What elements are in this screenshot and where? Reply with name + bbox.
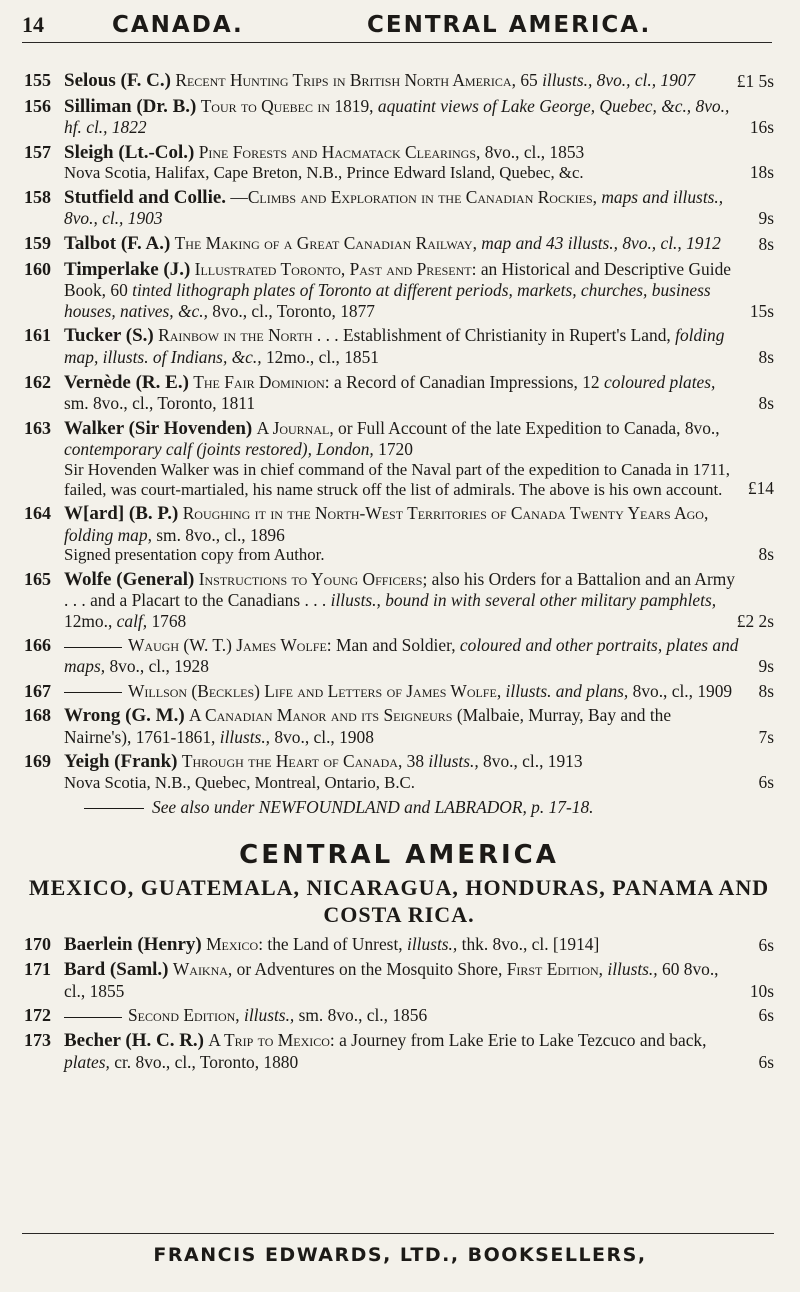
entry-title: Waugh (W. T.) James Wolfe: bbox=[128, 635, 332, 656]
entry-price: 9s bbox=[758, 656, 774, 677]
entry-number: 159 bbox=[24, 233, 51, 254]
catalogue-entry bbox=[24, 372, 774, 414]
entry-number: 169 bbox=[24, 751, 51, 772]
footer-rule bbox=[22, 1233, 774, 1234]
entry-description: maps and illusts., 8vo., cl., 1903 bbox=[64, 186, 724, 229]
entry-details: a Journey from Lake Erie to Lake Tezcuco and back, bbox=[339, 1029, 707, 1050]
entry-number: 166 bbox=[24, 635, 51, 656]
entry-imprint: 12mo., cl., 1851 bbox=[265, 347, 379, 368]
section-heading bbox=[24, 840, 774, 928]
entry-number: 173 bbox=[24, 1029, 51, 1050]
entry-price: 6s bbox=[758, 934, 774, 955]
catalogue-entry bbox=[24, 233, 774, 255]
entry-title: Illustrated Toronto, Past and Present: bbox=[194, 258, 477, 279]
entry-price: 16s bbox=[749, 117, 774, 138]
entry-note: Sir Hovenden Walker was in chief command of the Naval part of the expedition to Canada in 1711, failed, was court-martialed, his name struck off the list of admirals. The above is his own account. bbox=[64, 460, 730, 499]
entry-title: Mexico: bbox=[206, 933, 264, 954]
entry-price: 8s bbox=[758, 680, 774, 701]
entry-number: 163 bbox=[24, 417, 51, 438]
entry-number: 162 bbox=[24, 371, 51, 392]
entry-description: contemporary calf (joints restored), London, bbox=[64, 439, 374, 460]
entry-description: coloured plates, bbox=[603, 371, 716, 392]
catalogue-entry bbox=[24, 70, 774, 92]
entry-author: Tucker (S.) bbox=[64, 325, 154, 347]
catalogue-entry bbox=[24, 325, 774, 367]
entry-title: A Canadian Manor and its Seigneurs bbox=[189, 705, 453, 726]
entry-number: 161 bbox=[24, 325, 51, 346]
entry-number: 158 bbox=[24, 186, 51, 207]
entry-details: 8vo., cl., 1853 bbox=[484, 141, 585, 162]
entry-number: 157 bbox=[24, 141, 51, 162]
entry-imprint: thk. 8vo., cl. [1914] bbox=[461, 933, 600, 954]
entry-number: 164 bbox=[24, 503, 51, 523]
entry-imprint: sm. 8vo., cl., Toronto, 1811 bbox=[64, 393, 256, 414]
entry-title: Waikna, bbox=[172, 959, 233, 980]
entry-details: or Adventures on the Mosquito Shore, bbox=[236, 959, 503, 980]
catalogue-entries bbox=[24, 70, 774, 1076]
entry-author: Wolfe (General) bbox=[64, 568, 195, 590]
entry-details: also his Orders for a Battalion and an Army . . . and a Placart to the Canadians . . . bbox=[64, 568, 735, 611]
entry-imprint: 8vo., cl., 1908 bbox=[274, 726, 374, 747]
entry-imprint: cr. 8vo., cl., Toronto, 1880 bbox=[114, 1051, 299, 1072]
catalogue-entry bbox=[24, 187, 774, 229]
entry-title: Through the Heart of Canada, bbox=[181, 751, 403, 772]
entry-price: 6s bbox=[758, 1005, 774, 1026]
entry-imprint: 8vo., cl., 1909 bbox=[632, 680, 733, 701]
entry-price: 15s bbox=[749, 300, 774, 321]
entry-details: Man and Soldier, bbox=[335, 635, 456, 656]
catalogue-entry bbox=[24, 1030, 774, 1072]
entry-details: or Full Account of the late Expedition to Canada, 8vo., bbox=[338, 417, 720, 438]
entry-number: 168 bbox=[24, 705, 51, 726]
catalogue-entry bbox=[24, 751, 774, 792]
entry-title: Pine Forests and Hacmatack Clearings, bbox=[198, 141, 481, 162]
entry-number: 156 bbox=[24, 95, 51, 116]
entry-title: Recent Hunting Trips in British North America, bbox=[175, 70, 516, 90]
entry-binding: calf, bbox=[116, 610, 148, 631]
entry-description: illusts., bbox=[407, 933, 458, 954]
entry-title: Second Edition, bbox=[128, 1005, 240, 1026]
entry-description: illusts., bbox=[607, 959, 658, 980]
entry-description: illusts., 8vo., cl., 1907 bbox=[542, 70, 696, 90]
entry-price: 8s bbox=[758, 347, 774, 368]
entry-price: 8s bbox=[758, 234, 774, 255]
catalogue-entry bbox=[24, 142, 774, 183]
entry-edition: First Edition, bbox=[506, 959, 604, 980]
catalogue-entry bbox=[24, 569, 774, 632]
running-title-right: CENTRAL AMERICA. bbox=[367, 12, 652, 38]
entry-author: Walker (Sir Hovenden) bbox=[64, 417, 253, 439]
entry-title: Willson (Beckles) Life and Letters of James Wolfe, bbox=[128, 680, 502, 701]
section-subtitle: MEXICO, GUATEMALA, NICARAGUA, HONDURAS, PANAMA AND COSTA RICA. bbox=[28, 874, 770, 927]
entry-number: 171 bbox=[24, 959, 51, 980]
entry-author: W[ard] (B. P.) bbox=[64, 503, 179, 524]
page-number: 14 bbox=[22, 12, 44, 37]
entry-description: coloured and other portraits, plates and maps, bbox=[64, 635, 739, 677]
entry-description: illusts., bound in with several other military pamphlets, bbox=[330, 590, 717, 611]
entry-title: A Journal, bbox=[256, 417, 334, 438]
entry-description: illusts., bbox=[219, 726, 271, 747]
entry-note: Nova Scotia, Halifax, Cape Breton, N.B., Prince Edward Island, Quebec, &c. bbox=[64, 163, 584, 183]
entry-imprint: 1720 bbox=[378, 439, 413, 460]
entry-title: Roughing it in the North-West Territories of Canada Twenty Years Ago, bbox=[182, 503, 709, 523]
entry-title: The Fair Dominion: bbox=[193, 371, 330, 392]
catalogue-entry bbox=[24, 959, 774, 1001]
entry-imprint: 12mo., bbox=[64, 610, 113, 631]
page-footer: FRANCIS EDWARDS, LTD., BOOKSELLERS, bbox=[153, 1244, 647, 1266]
entry-author: Wrong (G. M.) bbox=[64, 705, 185, 727]
catalogue-entry bbox=[24, 705, 774, 747]
catalogue-entry bbox=[24, 503, 774, 565]
entry-description: plates, bbox=[64, 1051, 110, 1072]
entry-note: Signed presentation copy from Author. bbox=[64, 545, 325, 565]
entry-description: illusts., bbox=[244, 1005, 295, 1026]
entry-description: folding map, bbox=[64, 524, 152, 545]
catalogue-entry bbox=[24, 934, 774, 956]
catalogue-entry bbox=[24, 635, 774, 676]
entry-description: folding map, illusts. of Indians, &c., bbox=[64, 325, 725, 368]
entry-price: 6s bbox=[758, 771, 774, 792]
entry-author: Stutfield and Collie. bbox=[64, 186, 227, 208]
entry-title: Tour to Quebec in 1819, bbox=[200, 95, 374, 116]
entry-title: The Making of a Great Canadian Railway, bbox=[174, 233, 477, 254]
entry-details: Establishment of Christianity in Rupert's Land, bbox=[343, 325, 671, 346]
entry-note: Nova Scotia, N.B., Quebec, Montreal, Ontario, B.C. bbox=[64, 773, 415, 793]
entry-date: 8vo., cl., 1855 bbox=[64, 959, 719, 1001]
entry-description: illusts. and plans, bbox=[505, 680, 629, 701]
entry-details: a Record of Canadian Impressions, 12 bbox=[334, 371, 600, 392]
entry-price: 9s bbox=[758, 208, 774, 229]
cross-reference: See also under NEWFOUNDLAND and LABRADOR, p. 17-18. bbox=[24, 797, 774, 818]
entry-title: Rainbow in the North . . . bbox=[158, 325, 339, 346]
entry-details: the Land of Unrest, bbox=[267, 933, 403, 954]
entry-price: 6s bbox=[758, 1051, 774, 1072]
catalogue-entry bbox=[24, 96, 774, 138]
entry-details: 65 bbox=[520, 70, 538, 90]
ditto-rule bbox=[64, 692, 122, 693]
entry-author: Talbot (F. A.) bbox=[64, 233, 171, 255]
entry-price: £14 bbox=[747, 478, 774, 499]
entry-price: 18s bbox=[749, 162, 774, 183]
entry-imprint: sm. 8vo., cl., 1856 bbox=[298, 1005, 428, 1026]
entry-details: 38 bbox=[406, 751, 425, 772]
entry-author: Becher (H. C. R.) bbox=[64, 1029, 205, 1051]
entry-author: Baerlein (Henry) bbox=[64, 933, 202, 955]
entry-imprint: 60 bbox=[662, 959, 680, 980]
entry-number: 170 bbox=[24, 933, 51, 954]
entry-title: A Trip to Mexico: bbox=[208, 1029, 335, 1050]
ditto-rule bbox=[64, 647, 122, 648]
catalogue-entry bbox=[24, 681, 774, 702]
entry-author: Silliman (Dr. B.) bbox=[64, 95, 197, 117]
entry-author: Selous (F. C.) bbox=[64, 70, 171, 91]
entry-author: Yeigh (Frank) bbox=[64, 751, 178, 773]
entry-price: 8s bbox=[758, 393, 774, 414]
entry-imprint: sm. 8vo., cl., 1896 bbox=[156, 524, 285, 545]
entry-details: (Malbaie, Murray, Bay and the Nairne's), 1761-1861, bbox=[64, 705, 672, 747]
entry-details: an Historical and Descriptive Guide Book, 60 bbox=[64, 258, 731, 301]
entry-title: —Climbs and Exploration in the Canadian Rockies, bbox=[230, 186, 597, 207]
entry-number: 167 bbox=[24, 680, 51, 701]
entry-number: 155 bbox=[24, 70, 51, 90]
entry-description: tinted lithograph plates of Toronto at different periods, markets, churches, business houses, natives, &c., bbox=[64, 280, 711, 321]
entry-number: 172 bbox=[24, 1005, 51, 1026]
entry-description: map and 43 illusts., 8vo., cl., 1912 bbox=[481, 233, 721, 254]
catalogue-entry bbox=[24, 418, 774, 499]
entry-description: aquatint views of Lake George, Quebec, &c., 8vo., hf. cl., 1822 bbox=[64, 95, 730, 138]
entry-price: 7s bbox=[758, 726, 774, 747]
entry-number: 160 bbox=[24, 258, 51, 279]
running-title-left: CANADA. bbox=[112, 12, 244, 38]
entry-author: Timperlake (J.) bbox=[64, 258, 191, 280]
entry-price: 10s bbox=[749, 980, 774, 1001]
entry-price: £1 5s bbox=[736, 71, 774, 91]
catalogue-entry bbox=[24, 259, 774, 322]
entry-author: Bard (Saml.) bbox=[64, 959, 169, 981]
page-header bbox=[22, 6, 772, 43]
entry-number: 165 bbox=[24, 568, 51, 589]
catalogue-entry bbox=[24, 1005, 774, 1026]
section-title: CENTRAL AMERICA bbox=[239, 839, 559, 870]
entry-date: 1768 bbox=[151, 610, 187, 631]
entry-author: Vernède (R. E.) bbox=[64, 371, 189, 393]
entry-imprint: 8vo., cl., 1913 bbox=[483, 751, 583, 772]
entry-price: 8s bbox=[758, 544, 774, 565]
entry-author: Sleigh (Lt.-Col.) bbox=[64, 141, 195, 163]
entry-imprint: 8vo., cl., 1928 bbox=[109, 656, 209, 677]
entry-title: Instructions to Young Officers; bbox=[198, 568, 428, 589]
entry-imprint: 8vo., cl., Toronto, 1877 bbox=[212, 300, 375, 321]
entry-price: £2 2s bbox=[736, 610, 774, 631]
entry-description: illusts., bbox=[428, 751, 479, 772]
ditto-rule bbox=[64, 1017, 122, 1018]
